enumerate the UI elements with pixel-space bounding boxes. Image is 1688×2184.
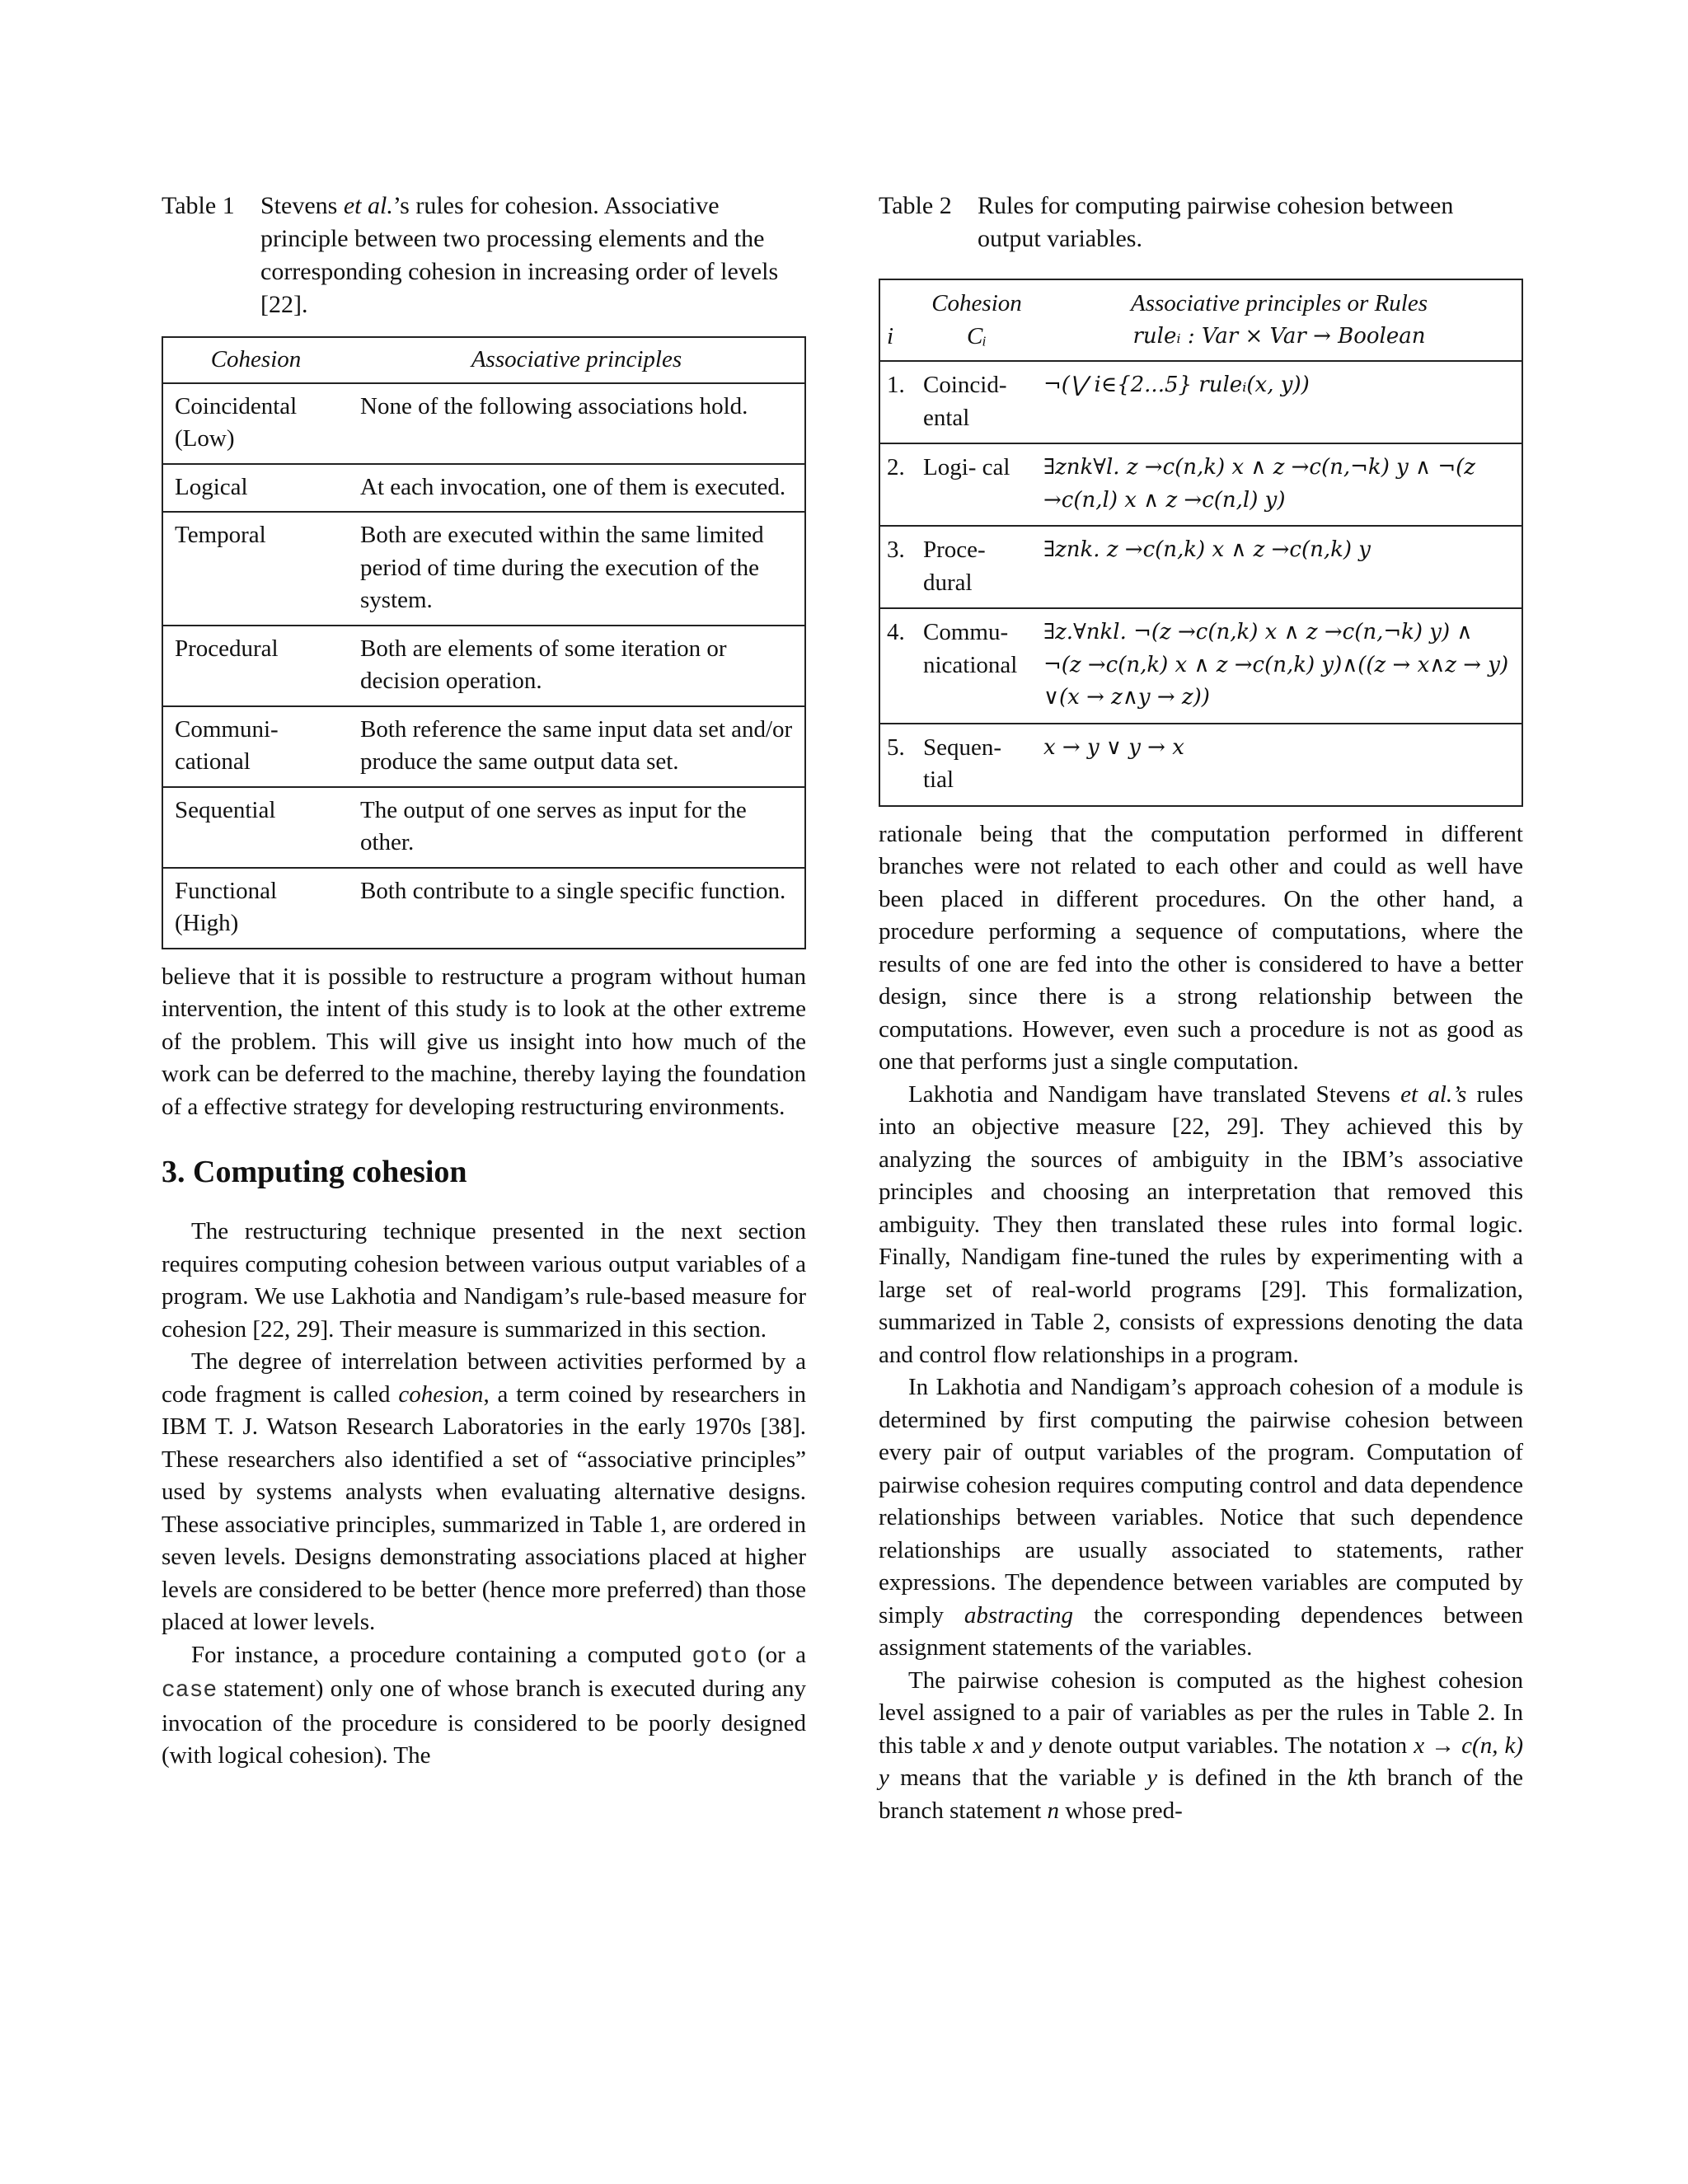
table2-header-row xyxy=(879,279,1522,361)
table2-caption: Table 2 Rules for computing pairwise cohesion between output variables. xyxy=(879,190,1523,255)
rule-expression: ∃znk∀l. z →c(n,k) x ∧ z →c(n,¬k) y ∧ ¬(z →c(n,l) x ∧ z →c(n,l) y) xyxy=(1037,443,1522,526)
table1-caption: Table 1 Stevens et al.’s rules for cohesion. Associative principle between two processing elements and the corresponding cohesion in increasing order of levels [22]. xyxy=(162,190,806,321)
rule-expression: x → y ∨ y → x xyxy=(1037,724,1522,806)
table1-principle-cell: None of the following associations hold. xyxy=(349,383,805,464)
table-row: 5. Sequen- tial x → y ∨ y → x xyxy=(879,724,1522,806)
table1-cohesion-cell: Sequential xyxy=(162,787,349,868)
table2-header-i: i xyxy=(879,279,917,361)
table-row xyxy=(162,787,805,868)
right-paragraph-3: In Lakhotia and Nandigam’s approach cohesion of a module is determined by first computing the pairwise cohesion between every pair of output variables of the program. Computation of pairwise cohesion requires computing control and data dependence relationships between variables. Notice that such dependence relationships are usually associated to statements, rather expressions. The dependence between variables are computed by simply abstracting the corresponding dependences between assignment statements of the variables. xyxy=(879,1374,1523,1661)
right-paragraph-4: The pairwise cohesion is computed as the highest cohesion level assigned to a pair of variables as per the rules in Table 2. In this table x and y denote output variables. The notation x → c(n, k) y means that the variable y is defined in the kth branch of the branch statement n whose pred- xyxy=(879,1666,1524,1824)
left-paragraph-1: believe that it is possible to restructure a program without human intervention, the intent of this study is to look at the other extreme of the problem. This will give us insight into how much of the work can be deferred to the machine, thereby laying the foundation of a effective strategy for developing restructuring environments. xyxy=(162,963,806,1120)
table-row: 2. Logi- cal ∃znk∀l. z →c(n,k) x ∧ z →c(n,¬k) y ∧ ¬(z →c(n,l) x ∧ z →c(n,l) y) xyxy=(879,443,1522,526)
table1-header-cohesion: Cohesion xyxy=(162,337,349,383)
left-column xyxy=(162,190,806,1773)
table-row: 4. Commu- nicational ∃z.∀nkl. ¬(z →c(n,k) x ∧ z →c(n,¬k) y) ∧ ¬(z →c(n,k) x ∧ z →c(n,k) y)∧((z → x∧z → y) ∨(x → z∧y → z)) xyxy=(879,608,1522,724)
table1-principle-cell: Both are elements of some iteration or decision operation. xyxy=(349,626,805,706)
table1-principle-cell: Both reference the same input data set and/or produce the same output data set. xyxy=(349,706,805,787)
right-column xyxy=(879,190,1523,1827)
right-paragraph-2: Lakhotia and Nandigam have translated Stevens et al.’s rules into an objective measure [22, 29]. They achieved this by analyzing the sources of ambiguity in the IBM’s associative principles and choosing an interpretation that removed this ambiguity. They then translated these rules into formal logic. Finally, Nandigam fine-tuned the rules by experimenting with a large set of real-world programs [29]. This formalization, summarized in Table 2, consists of expressions denoting the data and control flow relationships in a program. xyxy=(879,1080,1523,1368)
table-row xyxy=(162,383,805,464)
table-row xyxy=(162,706,805,787)
table2-label: Table 2 xyxy=(879,192,952,219)
left-paragraph-3: The degree of interrelation between activities performed by a code fragment is called cohesion, a term coined by researchers in IBM T. J. Watson Research Laboratories in the early 1970s [38]. These researchers also identified a set of “associative principles” used by systems analysts when evaluating alternative designs. These associative principles, summarized in Table 1, are ordered in seven levels. Designs demonstrating associations placed at higher levels are considered to be better (hence more preferred) than those placed at lower levels. xyxy=(162,1348,806,1635)
table1-header-row xyxy=(162,337,805,383)
table1-cohesion-cell: Temporal xyxy=(162,512,349,626)
table1-principle-cell: The output of one serves as input for the other. xyxy=(349,787,805,868)
table-row xyxy=(162,626,805,706)
table-row: 1. Coincid- ental ¬(⋁ i∈{2...5} ruleᵢ(x, y)) xyxy=(879,361,1522,443)
section-heading: 3. Computing cohesion xyxy=(162,1155,467,1189)
table-row: 3. Proce- dural ∃znk. z →c(n,k) x ∧ z →c(n,k) y xyxy=(879,526,1522,608)
table1-header-principles: Associative principles xyxy=(349,337,805,383)
right-paragraph-1: rationale being that the computation performed in different branches were not related to each other and could as well have been placed in different procedures. On the other hand, a procedure performing a sequence of computations, where the results of one are fed into the other is considered to have a better design, since there is a strong relationship between the computations. However, even such a procedure is not as good as one that performs just a single computation. xyxy=(879,820,1523,1075)
code-case: case xyxy=(162,1678,218,1704)
table2-header-cohesion: Cohesion Cᵢ xyxy=(917,279,1037,361)
table-row xyxy=(162,464,805,513)
left-paragraph-2: The restructuring technique presented in the next section requires computing cohesion between various output variables of a program. We use Lakhotia and Nandigam’s rule-based measure for cohesion [22, 29]. Their measure is summarized in this section. xyxy=(162,1218,806,1343)
table2-header-rules: Associative principles or Rules ruleᵢ : Var × Var → Boolean xyxy=(1037,279,1522,361)
rule-expression: ∃z.∀nkl. ¬(z →c(n,k) x ∧ z →c(n,¬k) y) ∧ ¬(z →c(n,k) x ∧ z →c(n,k) y)∧((z → x∧z → y) ∨(x → z∧y → z)) xyxy=(1037,608,1522,724)
left-paragraph-4: For instance, a procedure containing a computed goto (or a case statement) only one of whose branch is executed during any invocation of the procedure is considered to be poorly designed (with logical cohesion). The xyxy=(162,1641,806,1769)
code-goto: goto xyxy=(692,1643,748,1670)
table-row xyxy=(162,512,805,626)
notation: x → c(n, k) y xyxy=(879,1732,1524,1791)
rule-expression: ¬(⋁ i∈{2...5} ruleᵢ(x, y)) xyxy=(1037,361,1522,443)
table1-label: Table 1 xyxy=(162,192,235,219)
table1-cohesion-cell: Coincidental (Low) xyxy=(162,383,349,464)
table1-cohesion-cell: Logical xyxy=(162,464,349,513)
table1 xyxy=(162,336,806,949)
table-row xyxy=(162,868,805,949)
table1-cohesion-cell: Communi- cational xyxy=(162,706,349,787)
rule-expression: ∃znk. z →c(n,k) x ∧ z →c(n,k) y xyxy=(1037,526,1522,608)
table1-principle-cell: At each invocation, one of them is executed. xyxy=(349,464,805,513)
table1-cohesion-cell: Procedural xyxy=(162,626,349,706)
table1-cohesion-cell: Functional (High) xyxy=(162,868,349,949)
table2 xyxy=(879,279,1523,807)
table1-principle-cell: Both contribute to a single specific function. xyxy=(349,868,805,949)
table1-principle-cell: Both are executed within the same limited period of time during the execution of the system. xyxy=(349,512,805,626)
